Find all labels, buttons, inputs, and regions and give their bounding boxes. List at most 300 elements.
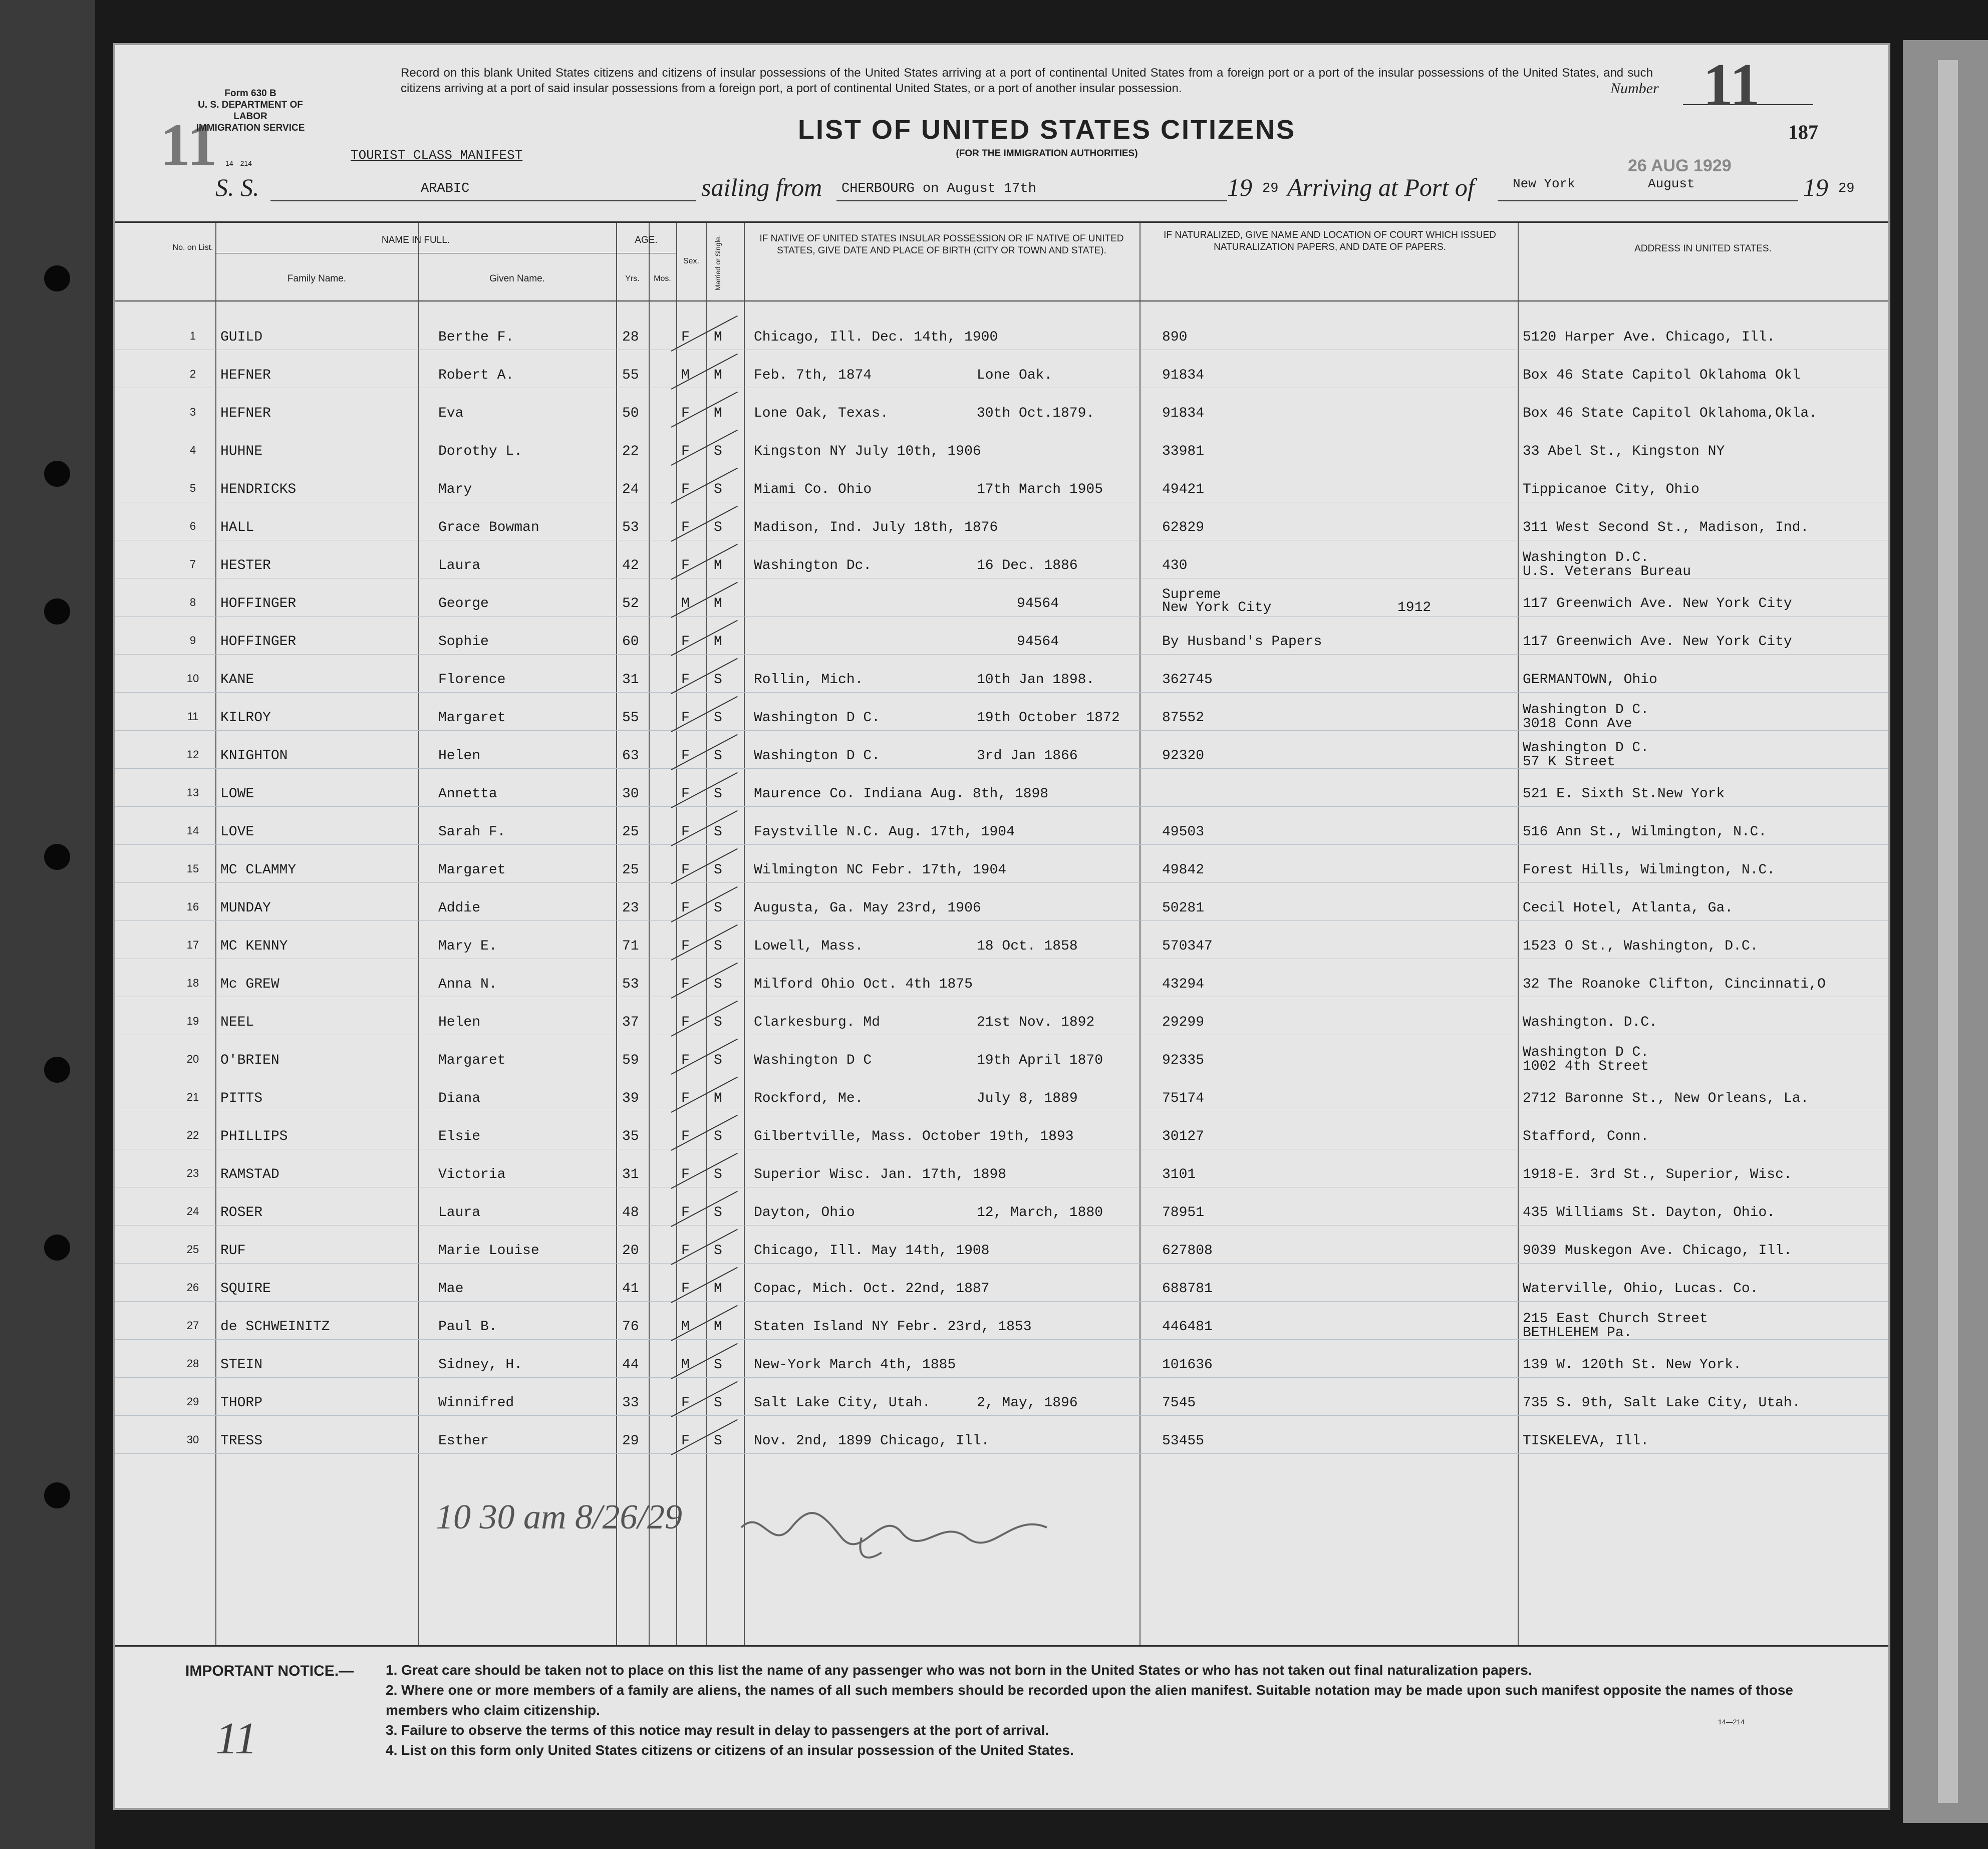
cell-sex: M — [681, 1319, 690, 1335]
cell-ms: M — [714, 1281, 722, 1297]
cell-ms: M — [714, 330, 722, 345]
cell-addr2: 57 K Street — [1523, 754, 1615, 770]
cell-given: Helen — [438, 1015, 481, 1030]
cell-nat3: 1912 — [1397, 600, 1432, 615]
cell-sex: F — [681, 786, 690, 802]
cell-addr: Forest Hills, Wilmington, N.C. — [1523, 862, 1776, 878]
cell-family: HESTER — [220, 558, 271, 573]
cell-addr: 215 East Church Street — [1523, 1311, 1708, 1327]
cell-family: MC KENNY — [220, 939, 288, 954]
binder-hole — [44, 1482, 70, 1508]
cell-ms: S — [714, 748, 722, 764]
cell-nat: 33981 — [1162, 444, 1205, 459]
cell-birth2: 94564 — [1017, 634, 1059, 650]
notice-label: IMPORTANT NOTICE.— — [185, 1663, 354, 1679]
cell-sex: F — [681, 482, 690, 497]
notice-item: 3. Failure to observe the terms of this notice may result in delay to passengers at the port of arrival. — [386, 1722, 1049, 1738]
cell-addr: 516 Ann St., Wilmington, N.C. — [1523, 824, 1767, 840]
cell-family: LOVE — [220, 824, 254, 840]
cell-given: Addie — [438, 900, 481, 916]
cell-given: Marie Louise — [438, 1243, 539, 1259]
cell-birth2: 2, May, 1896 — [977, 1395, 1078, 1411]
cell-family: RAMSTAD — [220, 1167, 279, 1182]
col-header-naturalized: IF NATURALIZED, GIVE NAME AND LOCATION OF COURT WHICH ISSUED NATURALIZATION PAPERS, AND DATE OF PAPERS. — [1164, 230, 1496, 252]
cell-birth2: 12, March, 1880 — [977, 1205, 1103, 1220]
cell-nat: 570347 — [1162, 939, 1213, 954]
cell-no: 8 — [189, 596, 196, 608]
cell-addr: Box 46 State Capitol Oklahoma,Okla. — [1523, 406, 1818, 421]
cell-nat: 49503 — [1162, 824, 1205, 840]
cell-addr: Washington. D.C. — [1523, 1015, 1657, 1030]
cell-no: 1 — [189, 330, 196, 342]
cell-no: 23 — [186, 1167, 199, 1179]
cell-given: Eva — [438, 406, 464, 421]
service: IMMIGRATION SERVICE — [196, 123, 305, 133]
cell-birth: Lone Oak, Texas. — [754, 406, 889, 421]
cell-family: HALL — [220, 520, 254, 535]
cell-given: Dorothy L. — [438, 444, 523, 459]
notice-item: 1. Great care should be taken not to place on this list the name of any passenger who was not born in the United States or who has not taken out final naturalization papers. — [386, 1662, 1532, 1678]
number-label: Number — [1610, 80, 1659, 97]
cell-family: MC CLAMMY — [220, 862, 297, 878]
cell-given: Mary E. — [438, 939, 497, 954]
cell-age: 41 — [622, 1281, 639, 1297]
handwritten-time-note: 10 30 am 8/26/29 — [436, 1498, 682, 1536]
cell-sex: F — [681, 862, 690, 878]
cell-ms: S — [714, 482, 722, 497]
col-header-yrs: Yrs. — [625, 274, 640, 283]
cell-nat: 30127 — [1162, 1129, 1205, 1144]
cell-birth: Salt Lake City, Utah. — [754, 1395, 931, 1411]
cell-sex: F — [681, 1243, 690, 1259]
page-edge-inner — [1938, 60, 1958, 1803]
cell-given: Berthe F. — [438, 330, 514, 345]
col-divider — [676, 223, 677, 1645]
cell-nat: 91834 — [1162, 368, 1205, 383]
cell-nat: Supreme — [1162, 587, 1221, 602]
cell-nat: 29299 — [1162, 1015, 1205, 1030]
cell-ms: S — [714, 1167, 722, 1182]
cell-sex: F — [681, 1205, 690, 1220]
cell-given: Robert A. — [438, 368, 514, 383]
cell-birth: Miami Co. Ohio — [754, 482, 872, 497]
cell-no: 26 — [186, 1281, 199, 1294]
cell-birth: Madison, Ind. July 18th, 1876 — [754, 520, 998, 535]
cell-sex: F — [681, 672, 690, 688]
cell-ms: S — [714, 520, 722, 535]
cell-nat: 92335 — [1162, 1053, 1205, 1068]
department: U. S. DEPARTMENT OF LABOR — [198, 100, 303, 122]
cell-birth2: 21st Nov. 1892 — [977, 1015, 1095, 1030]
cell-age: 31 — [622, 672, 639, 688]
cell-no: 3 — [189, 406, 196, 418]
cell-family: KILROY — [220, 710, 271, 726]
notice-code: 14—214 — [1718, 1718, 1745, 1726]
cell-age: 23 — [622, 900, 639, 916]
date-stamp: 26 AUG 1929 — [1628, 156, 1732, 175]
col-divider — [418, 223, 419, 1645]
cell-addr: GERMANTOWN, Ohio — [1523, 672, 1657, 688]
cell-family: de SCHWEINITZ — [220, 1319, 330, 1335]
cell-given: Winnifred — [438, 1395, 514, 1411]
cell-ms: M — [714, 368, 722, 383]
cell-addr: TISKELEVA, Ill. — [1523, 1433, 1649, 1449]
cell-no: 12 — [186, 748, 199, 761]
cell-ms: M — [714, 596, 722, 611]
cell-ms: S — [714, 1129, 722, 1144]
binder-strip — [0, 0, 95, 1849]
cell-ms: S — [714, 1433, 722, 1449]
cell-family: MUNDAY — [220, 900, 271, 916]
col-divider — [616, 223, 617, 1645]
cell-addr: Stafford, Conn. — [1523, 1129, 1649, 1144]
cell-birth: New-York March 4th, 1885 — [754, 1357, 956, 1373]
cell-no: 25 — [186, 1243, 199, 1256]
cell-given: Florence — [438, 672, 506, 688]
cell-ms: S — [714, 900, 722, 916]
cell-age: 52 — [622, 596, 639, 611]
binder-hole — [44, 1057, 70, 1083]
cell-age: 53 — [622, 977, 639, 992]
ss-label: S. S. — [215, 173, 259, 201]
cell-addr: 521 E. Sixth St.New York — [1523, 786, 1725, 802]
cell-sex: M — [681, 1357, 690, 1373]
cell-age: 25 — [622, 862, 639, 878]
cell-addr: Washington D C. — [1523, 702, 1649, 718]
cell-addr: 435 Williams St. Dayton, Ohio. — [1523, 1205, 1776, 1220]
cell-ms: S — [714, 977, 722, 992]
cell-ms: S — [714, 1357, 722, 1373]
cell-nat2: New York City — [1162, 600, 1272, 615]
cell-age: 35 — [622, 1129, 639, 1144]
cell-given: Paul B. — [438, 1319, 497, 1335]
cell-no: 29 — [186, 1395, 199, 1408]
official-signature — [731, 1497, 1062, 1568]
cell-sex: F — [681, 710, 690, 726]
cell-addr: Washington D C. — [1523, 740, 1649, 756]
binder-hole — [44, 844, 70, 870]
cell-ms: M — [714, 634, 722, 650]
cell-addr: 311 West Second St., Madison, Ind. — [1523, 520, 1809, 535]
cell-family: HOFFINGER — [220, 634, 297, 650]
year-prefix: 19 — [1803, 173, 1828, 201]
cell-birth: Lowell, Mass. — [754, 939, 864, 954]
cell-addr: 33 Abel St., Kingston NY — [1523, 444, 1725, 459]
cell-given: Helen — [438, 748, 481, 764]
cell-no: 28 — [186, 1357, 199, 1370]
cell-sex: F — [681, 1433, 690, 1449]
from-line — [836, 200, 1227, 201]
cell-ms: S — [714, 1015, 722, 1030]
cell-birth2: 94564 — [1017, 596, 1059, 611]
cell-given: Margaret — [438, 710, 506, 726]
cell-birth: Milford Ohio Oct. 4th 1875 — [754, 977, 973, 992]
col-divider — [1518, 223, 1519, 1645]
cell-ms: M — [714, 558, 722, 573]
cell-sex: F — [681, 900, 690, 916]
cell-birth2: 10th Jan 1898. — [977, 672, 1095, 688]
arrival-port: New York — [1513, 176, 1575, 191]
cell-age: 55 — [622, 368, 639, 383]
cell-birth: Superior Wisc. Jan. 17th, 1898 — [754, 1167, 1007, 1182]
cell-family: THORP — [220, 1395, 263, 1411]
cell-no: 7 — [189, 558, 196, 570]
cell-age: 44 — [622, 1357, 639, 1373]
form-identity — [185, 88, 316, 134]
cell-no: 18 — [186, 977, 199, 989]
cell-family: PITTS — [220, 1091, 263, 1106]
cell-nat: By Husband's Papers — [1162, 634, 1322, 650]
cell-ms: S — [714, 786, 722, 802]
cell-ms: S — [714, 710, 722, 726]
cell-nat: 62829 — [1162, 520, 1205, 535]
cell-sex: F — [681, 824, 690, 840]
cell-ms: S — [714, 939, 722, 954]
cell-addr: 2712 Baronne St., New Orleans, La. — [1523, 1091, 1809, 1106]
row-rule — [115, 1453, 1888, 1454]
cell-sex: F — [681, 977, 690, 992]
form-code: 14—214 — [225, 159, 252, 167]
cell-no: 5 — [189, 482, 196, 494]
cell-age: 63 — [622, 748, 639, 764]
cell-ms: S — [714, 1205, 722, 1220]
cell-no: 17 — [186, 939, 199, 951]
notice-items — [386, 1660, 1853, 1760]
cell-sex: F — [681, 748, 690, 764]
cell-given: Anna N. — [438, 977, 497, 992]
cell-given: Mary — [438, 482, 472, 497]
cell-ms: S — [714, 1053, 722, 1068]
cell-given: Margaret — [438, 1053, 506, 1068]
cell-sex: F — [681, 939, 690, 954]
important-notice — [185, 1660, 354, 1682]
cell-nat: 890 — [1162, 330, 1188, 345]
cell-sex: F — [681, 1053, 690, 1068]
col-divider — [744, 223, 745, 1645]
cell-addr: Tippicanoe City, Ohio — [1523, 482, 1699, 497]
col-header-age: AGE. — [635, 235, 658, 245]
row-rule — [115, 1301, 1888, 1302]
cell-family: RUF — [220, 1243, 246, 1259]
cell-given: Sidney, H. — [438, 1357, 523, 1373]
cell-given: Esther — [438, 1433, 489, 1449]
cell-age: 39 — [622, 1091, 639, 1106]
cell-nat: 87552 — [1162, 710, 1205, 726]
arriving-label: Arriving at Port of — [1287, 173, 1475, 201]
cell-family: STEIN — [220, 1357, 263, 1373]
cell-no: 13 — [186, 786, 199, 799]
cell-addr: 5120 Harper Ave. Chicago, Ill. — [1523, 330, 1776, 345]
cell-age: 48 — [622, 1205, 639, 1220]
cell-nat: 43294 — [1162, 977, 1205, 992]
notice-item: 2. Where one or more members of a family are aliens, the names of all such members should be recorded upon the alien manifest. Suitable notation may be made upon such manifest opposite the names of those members who claim citizenship. — [386, 1682, 1793, 1718]
cell-family: HEFNER — [220, 368, 271, 383]
cell-no: 14 — [186, 824, 199, 837]
cell-birth: Gilbertville, Mass. October 19th, 1893 — [754, 1129, 1074, 1144]
cell-no: 19 — [186, 1015, 199, 1027]
cell-nat: 362745 — [1162, 672, 1213, 688]
cell-birth: Rollin, Mich. — [754, 672, 864, 688]
ship-line — [270, 200, 696, 201]
cell-sex: F — [681, 444, 690, 459]
notice-item: 4. List on this form only United States citizens or citizens of an insular possession of the United States. — [386, 1742, 1074, 1758]
cell-age: 76 — [622, 1319, 639, 1335]
list-number: 11 — [1703, 51, 1760, 118]
cell-sex: F — [681, 634, 690, 650]
table-top-rule — [115, 221, 1888, 223]
cell-birth: Washington D C. — [754, 710, 881, 726]
cell-sex: F — [681, 1281, 690, 1297]
cell-ms: M — [714, 406, 722, 421]
cell-nat: 78951 — [1162, 1205, 1205, 1220]
arrival-month: August — [1648, 176, 1695, 191]
cell-age: 24 — [622, 482, 639, 497]
cell-nat: 49421 — [1162, 482, 1205, 497]
cell-age: 28 — [622, 330, 639, 345]
cell-no: 11 — [187, 710, 199, 723]
col-divider — [706, 223, 707, 1645]
cell-no: 4 — [189, 444, 196, 456]
col-header-name: NAME IN FULL. — [381, 235, 450, 245]
cell-birth: Faystville N.C. Aug. 17th, 1904 — [754, 824, 1015, 840]
row-rule — [115, 1263, 1888, 1264]
manifest-page — [115, 45, 1888, 1808]
cell-birth2: 3rd Jan 1866 — [977, 748, 1078, 764]
cell-ms: S — [714, 444, 722, 459]
cell-no: 9 — [189, 634, 196, 647]
cell-age: 31 — [622, 1167, 639, 1182]
table-header-rule — [115, 300, 1888, 301]
cell-nat: 50281 — [1162, 900, 1205, 916]
port-line — [1498, 200, 1798, 201]
cell-birth: Nov. 2nd, 1899 Chicago, Ill. — [754, 1433, 990, 1449]
row-rule — [115, 920, 1888, 921]
cell-nat: 53455 — [1162, 1433, 1205, 1449]
sailing-label: sailing from — [701, 173, 822, 201]
page-title: LIST OF UNITED STATES CITIZENS — [798, 115, 1296, 145]
cell-birth2: 16 Dec. 1886 — [977, 558, 1078, 573]
col-header-sex: Sex. — [683, 257, 699, 265]
cell-no: 16 — [186, 900, 199, 913]
row-rule — [115, 692, 1888, 693]
cell-addr2: 1002 4th Street — [1523, 1059, 1649, 1074]
cell-age: 50 — [622, 406, 639, 421]
cell-addr: Washington D C. — [1523, 1045, 1649, 1060]
cell-nat: 75174 — [1162, 1091, 1205, 1106]
cell-nat: 49842 — [1162, 862, 1205, 878]
cell-given: Sophie — [438, 634, 489, 650]
header-instructions: Record on this blank United States citizens and citizens of insular possessions of the United States arriving at a port of continental United States from a foreign port or a port of the insular possessions of the United States, and such citizens arriving at a port of said insular possessions from a foreign port, a port of continental United States, or a port of another insular possession. — [401, 66, 1653, 95]
binder-hole — [44, 265, 70, 291]
manifest-class: TOURIST CLASS MANIFEST — [351, 148, 523, 163]
cell-nat: 92320 — [1162, 748, 1205, 764]
cell-sex: F — [681, 330, 690, 345]
cell-no: 6 — [189, 520, 196, 532]
cell-age: 71 — [622, 939, 639, 954]
col-divider — [215, 223, 216, 1645]
cell-age: 55 — [622, 710, 639, 726]
cell-birth: Feb. 7th, 1874 — [754, 368, 872, 383]
cell-age: 60 — [622, 634, 639, 650]
cell-ms: M — [714, 1091, 722, 1106]
cell-family: SQUIRE — [220, 1281, 271, 1297]
year-prefix: 19 — [1227, 173, 1252, 201]
cell-no: 15 — [186, 862, 199, 875]
cell-no: 20 — [186, 1053, 199, 1065]
cell-nat: 7545 — [1162, 1395, 1196, 1411]
cell-age: 53 — [622, 520, 639, 535]
cell-no: 22 — [186, 1129, 199, 1141]
cell-age: 42 — [622, 558, 639, 573]
page-subtitle: (FOR THE IMMIGRATION AUTHORITIES) — [956, 148, 1138, 159]
col-header-family: Family Name. — [287, 273, 347, 284]
table-bottom-rule — [115, 1645, 1888, 1647]
cell-given: Annetta — [438, 786, 497, 802]
cell-birth2: 18 Oct. 1858 — [977, 939, 1078, 954]
page-number: 187 — [1788, 121, 1818, 143]
col-divider — [649, 223, 650, 1645]
cell-addr: 1918-E. 3rd St., Superior, Wisc. — [1523, 1167, 1792, 1182]
cell-ms: S — [714, 1395, 722, 1411]
cell-given: Victoria — [438, 1167, 506, 1182]
cell-sex: F — [681, 558, 690, 573]
row-rule — [115, 844, 1888, 845]
cell-age: 37 — [622, 1015, 639, 1030]
cell-sex: M — [681, 368, 690, 383]
cell-sex: M — [681, 596, 690, 611]
cell-family: KANE — [220, 672, 254, 688]
binder-hole — [44, 1235, 70, 1261]
ship-name: ARABIC — [421, 181, 470, 196]
row-rule — [115, 616, 1888, 617]
cell-birth: Maurence Co. Indiana Aug. 8th, 1898 — [754, 786, 1049, 802]
cell-age: 30 — [622, 786, 639, 802]
cell-no: 21 — [186, 1091, 199, 1103]
cell-birth: Rockford, Me. — [754, 1091, 864, 1106]
cell-given: George — [438, 596, 489, 611]
cell-given: Sarah F. — [438, 824, 506, 840]
cell-family: HENDRICKS — [220, 482, 297, 497]
cell-sex: F — [681, 1167, 690, 1182]
cell-given: Elsie — [438, 1129, 481, 1144]
cell-age: 20 — [622, 1243, 639, 1259]
cell-nat: 446481 — [1162, 1319, 1213, 1335]
cell-family: Mc GREW — [220, 977, 279, 992]
cell-family: ROSER — [220, 1205, 263, 1220]
departure-year: 29 — [1262, 181, 1279, 196]
cell-addr: 735 S. 9th, Salt Lake City, Utah. — [1523, 1395, 1801, 1411]
cell-birth2: 19th October 1872 — [977, 710, 1120, 726]
cell-family: KNIGHTON — [220, 748, 288, 764]
cell-family: HUHNE — [220, 444, 263, 459]
cell-birth2: 17th March 1905 — [977, 482, 1103, 497]
cell-given: Laura — [438, 1205, 481, 1220]
cell-nat: 91834 — [1162, 406, 1205, 421]
cell-age: 25 — [622, 824, 639, 840]
cell-age: 33 — [622, 1395, 639, 1411]
stamped-number: 11 — [160, 111, 217, 178]
cell-sex: F — [681, 1395, 690, 1411]
cell-nat: 688781 — [1162, 1281, 1213, 1297]
cell-family: NEEL — [220, 1015, 254, 1030]
cell-birth: Chicago, Ill. May 14th, 1908 — [754, 1243, 990, 1259]
cell-birth: Staten Island NY Febr. 23rd, 1853 — [754, 1319, 1032, 1335]
cell-nat: 627808 — [1162, 1243, 1213, 1259]
cell-addr: 117 Greenwich Ave. New York City — [1523, 634, 1792, 650]
col-header-no: No. on List. — [172, 243, 213, 252]
cell-birth2: Lone Oak. — [977, 368, 1053, 383]
cell-birth2: July 8, 1889 — [977, 1091, 1078, 1106]
